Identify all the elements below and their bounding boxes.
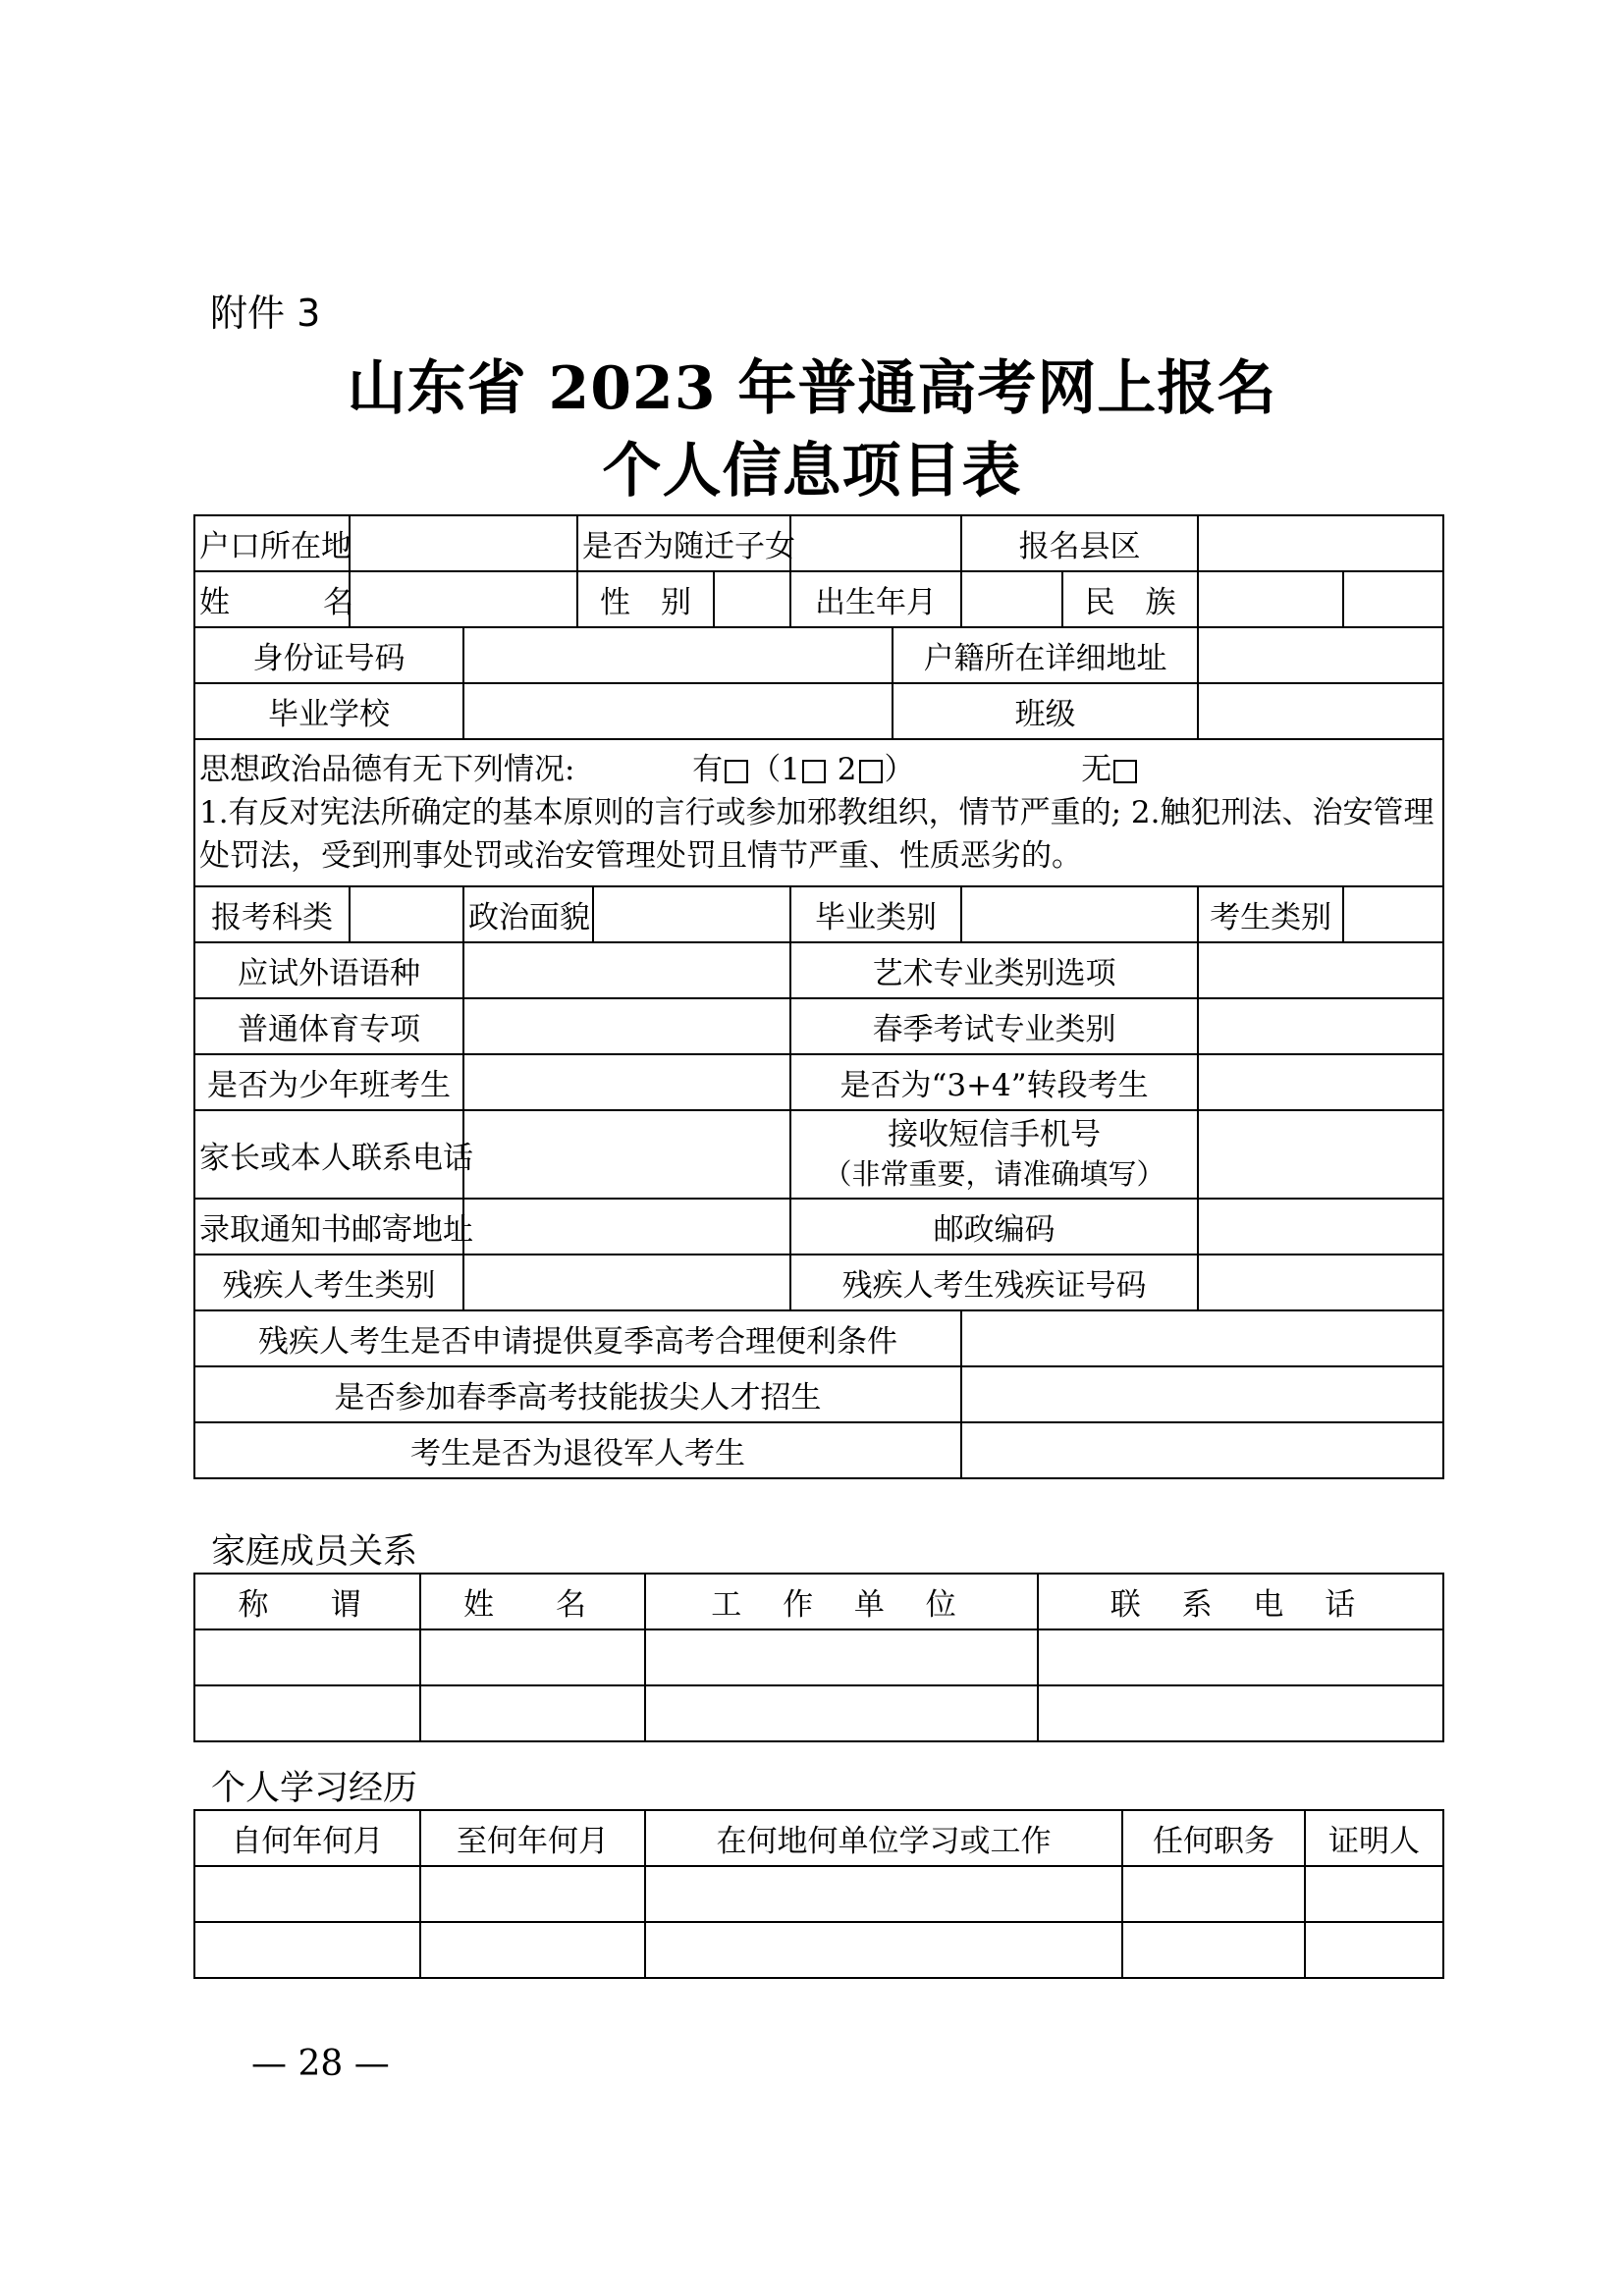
label-subject-type: 报考科类 (194, 886, 350, 942)
table-row (194, 1866, 1443, 1922)
education-cell[interactable] (420, 1922, 645, 1978)
field-graduation-type[interactable] (961, 886, 1198, 942)
education-cell[interactable] (1122, 1922, 1305, 1978)
conduct-question: 思想政治品德有无下列情况: (199, 752, 575, 787)
conduct-description: 1.有反对宪法所确定的基本原则的言行或参加邪教组织，情节严重的; 2.触犯刑法、治安管理处罚法，受到刑事处罚或治安管理处罚且情节严重、性质恶劣的。 (199, 795, 1435, 874)
label-county: 报名县区 (961, 515, 1198, 571)
field-school[interactable] (463, 683, 893, 739)
conduct-option1-checkbox[interactable] (802, 760, 826, 783)
field-hukou[interactable] (350, 515, 577, 571)
attachment-label: 附件 3 (210, 292, 321, 335)
family-table (193, 1573, 1444, 1742)
label-id-number: 身份证号码 (194, 627, 463, 683)
field-spring-exam-category[interactable] (1198, 998, 1443, 1054)
label-household-address: 户籍所在详细地址 (893, 627, 1198, 683)
label-pe-specialty: 普通体育专项 (194, 998, 463, 1054)
label-disability-cert: 残疾人考生残疾证号码 (790, 1255, 1198, 1310)
conduct-yes-option2: 2 (837, 752, 857, 787)
page-title-line1: 山东省 2023 年普通高考网上报名 (347, 354, 1277, 423)
label-disability-type: 残疾人考生类别 (194, 1255, 463, 1310)
label-hukou: 户口所在地 (194, 515, 350, 571)
label-school: 毕业学校 (194, 683, 463, 739)
label-spring-talent: 是否参加春季高考技能拔尖人才招生 (194, 1366, 961, 1422)
field-ethnicity-extra[interactable] (1343, 571, 1443, 627)
label-birth: 出生年月 (790, 571, 961, 627)
sms-phone-note: （非常重要，请准确填写） (823, 1157, 1165, 1191)
field-foreign-language[interactable] (463, 942, 790, 998)
label-migrant-child: 是否为随迁子女 (577, 515, 790, 571)
family-cell[interactable] (645, 1685, 1038, 1741)
family-cell[interactable] (420, 1629, 645, 1685)
family-header-name: 姓 名 (420, 1574, 645, 1629)
label-art-category: 艺术专业类别选项 (790, 942, 1198, 998)
label-name: 姓 名 (194, 571, 350, 627)
family-cell[interactable] (194, 1685, 420, 1741)
table-row (194, 1685, 1443, 1741)
label-candidate-type: 考生类别 (1198, 886, 1343, 942)
field-political-status[interactable] (593, 886, 790, 942)
family-cell[interactable] (1038, 1629, 1443, 1685)
field-id-number[interactable] (463, 627, 893, 683)
label-gender: 性 别 (577, 571, 714, 627)
field-veteran[interactable] (961, 1422, 1443, 1478)
page-title-line2: 个人信息项目表 (602, 437, 1022, 506)
field-art-category[interactable] (1198, 942, 1443, 998)
education-cell[interactable] (1122, 1866, 1305, 1922)
education-header-to: 至何年何月 (420, 1810, 645, 1866)
education-header-from: 自何年何月 (194, 1810, 420, 1866)
field-household-address[interactable] (1198, 627, 1443, 683)
field-candidate-type[interactable] (1343, 886, 1443, 942)
conduct-section (194, 739, 1443, 886)
field-youth-class[interactable] (463, 1054, 790, 1110)
page-number: — 28 — (251, 2044, 390, 2084)
personal-info-table (193, 514, 1444, 1479)
label-veteran: 考生是否为退役军人考生 (194, 1422, 961, 1478)
field-transfer-3plus4[interactable] (1198, 1054, 1443, 1110)
field-mail-address[interactable] (463, 1199, 790, 1255)
conduct-no-label: 无 (1081, 752, 1112, 787)
education-cell[interactable] (1305, 1866, 1443, 1922)
conduct-yes-checkbox[interactable] (725, 760, 748, 783)
field-ethnicity[interactable] (1198, 571, 1343, 627)
table-row (194, 1922, 1443, 1978)
field-disability-cert[interactable] (1198, 1255, 1443, 1310)
family-cell[interactable] (194, 1629, 420, 1685)
field-migrant-child[interactable] (790, 515, 961, 571)
label-contact-phone: 家长或本人联系电话 (194, 1110, 463, 1199)
label-political-status: 政治面貌 (463, 886, 593, 942)
conduct-yes-label: 有 (692, 752, 724, 787)
family-header-relation: 称 谓 (194, 1574, 420, 1629)
family-cell[interactable] (1038, 1685, 1443, 1741)
field-disability-type[interactable] (463, 1255, 790, 1310)
label-youth-class: 是否为少年班考生 (194, 1054, 463, 1110)
education-cell[interactable] (194, 1922, 420, 1978)
field-contact-phone[interactable] (463, 1110, 790, 1199)
table-row (194, 1629, 1443, 1685)
education-cell[interactable] (645, 1922, 1122, 1978)
family-section-title: 家庭成员关系 (211, 1532, 418, 1572)
family-header-phone: 联 系 电 话 (1038, 1574, 1443, 1629)
label-transfer-3plus4: 是否为“3+4”转段考生 (790, 1054, 1198, 1110)
field-spring-talent[interactable] (961, 1366, 1443, 1422)
label-class: 班级 (893, 683, 1198, 739)
education-cell[interactable] (645, 1866, 1122, 1922)
field-county[interactable] (1198, 515, 1443, 571)
field-pe-specialty[interactable] (463, 998, 790, 1054)
education-cell[interactable] (1305, 1922, 1443, 1978)
family-cell[interactable] (420, 1685, 645, 1741)
family-header-workplace: 工 作 单 位 (645, 1574, 1038, 1629)
field-disability-accommodation[interactable] (961, 1310, 1443, 1366)
label-spring-exam-category: 春季考试专业类别 (790, 998, 1198, 1054)
education-cell[interactable] (194, 1866, 420, 1922)
education-section-title: 个人学习经历 (211, 1769, 418, 1808)
sms-phone-label: 接收短信手机号 (888, 1117, 1102, 1152)
field-gender[interactable] (714, 571, 790, 627)
education-cell[interactable] (420, 1866, 645, 1922)
label-disability-accommodation: 残疾人考生是否申请提供夏季高考合理便利条件 (194, 1310, 961, 1366)
education-header-position: 任何职务 (1122, 1810, 1305, 1866)
conduct-no-checkbox[interactable] (1113, 760, 1137, 783)
field-subject-type[interactable] (350, 886, 463, 942)
education-header-place: 在何地何单位学习或工作 (645, 1810, 1122, 1866)
label-ethnicity: 民 族 (1062, 571, 1198, 627)
family-cell[interactable] (645, 1629, 1038, 1685)
education-header-witness: 证明人 (1305, 1810, 1443, 1866)
field-sms-phone[interactable] (1198, 1110, 1443, 1199)
conduct-close: ） (884, 752, 915, 787)
label-mail-address: 录取通知书邮寄地址 (194, 1199, 463, 1255)
conduct-yes-option1: （1 (750, 752, 800, 787)
education-table (193, 1809, 1444, 1979)
label-graduation-type: 毕业类别 (790, 886, 961, 942)
conduct-option2-checkbox[interactable] (859, 760, 883, 783)
field-class[interactable] (1198, 683, 1443, 739)
field-postcode[interactable] (1198, 1199, 1443, 1255)
label-sms-phone (790, 1110, 1198, 1199)
label-foreign-language: 应试外语语种 (194, 942, 463, 998)
label-postcode: 邮政编码 (790, 1199, 1198, 1255)
field-birth[interactable] (961, 571, 1062, 627)
